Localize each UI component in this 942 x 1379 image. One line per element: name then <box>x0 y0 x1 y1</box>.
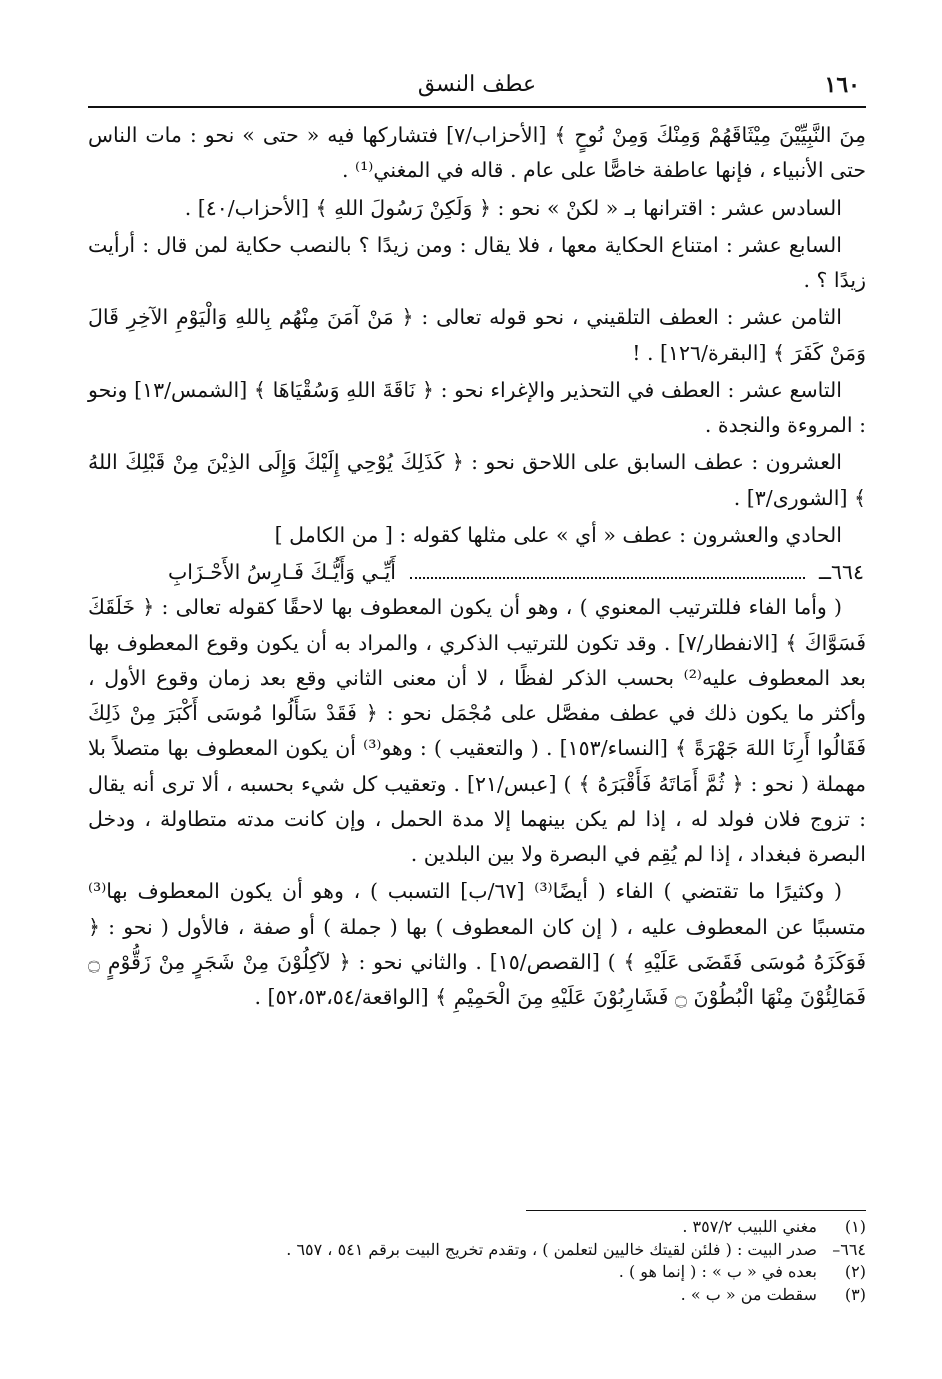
footnote-1 <box>88 1216 866 1239</box>
header-rule <box>88 106 866 108</box>
footnote-rule <box>526 1210 866 1211</box>
book-page <box>88 60 866 1340</box>
paragraph-1: مِنَ النَّبِيِّيْنَ مِيْثَاقَهُمْ وَمِنْكَ وَمِنْ نُوحٍ ﴾ [الأحزاب/٧] فتشاركها فيه « حتى » نحو : مات الناس حتى الأنبياء ، فإنها عاطفة خاصًّا على عام . قاله في المغني⁽¹⁾ . <box>88 123 866 183</box>
footnote-verse <box>88 1239 866 1262</box>
verse-number: ٦٦٤ــ <box>818 560 864 584</box>
footnote-number: (١) <box>844 1217 866 1236</box>
footnote-number: (٢) <box>844 1262 866 1282</box>
verse-dots <box>410 576 805 579</box>
paragraph-4: الثامن عشر : العطف التلقيني ، نحو قوله تعالى : ﴿ مَنْ آمَنَ مِنْهُم بِاللهِ وَالْيَوْمِ الآخِرِ قَالَ وَمَنْ كَفَرَ ﴾ [البقرة/١٢٦] . ! <box>88 305 866 365</box>
footnote-text: صدر البيت : ( فلئن لقيتك خاليين لتعلمن ) ، وتقدم تخريج البيت برقم ٥٤١ ، ٦٥٧ . <box>286 1239 817 1259</box>
footnotes <box>88 1216 866 1307</box>
paragraph-3: السابع عشر : امتناع الحكاية معها ، فلا يقال : ومن زيدًا ؟ بالنصب حكاية لمن قال : أرأيت زيدًا ؟ . <box>88 232 866 292</box>
footnote-text: بعده في « ب » : ( إنما هو ) . <box>618 1262 817 1282</box>
paragraph-7: الحادي والعشرون : عطف « أي » على مثلها كقوله : [ من الكامل ] <box>274 522 842 547</box>
paragraph-2: السادس عشر : اقترانها بـ « لكنْ » نحو : ﴿ وَلَكِنْ رَسُولَ اللهِ ﴾ [الأحزاب/٤٠] . <box>184 195 842 220</box>
paragraph-5: التاسع عشر : العطف في التحذير والإغراء نحو : ﴿ نَاقَةَ اللهِ وَسُقْيَاهَا ﴾ [الشمس/١٣] ونحو : المروءة والنجدة . <box>88 377 866 437</box>
running-title: عطف النسق <box>417 72 537 97</box>
main-text <box>88 118 866 1246</box>
page-header <box>88 70 866 104</box>
footnote-number: (٣) <box>844 1285 866 1305</box>
paragraph-6: العشرون : عطف السابق على اللاحق نحو : ﴿ كَذَلِكَ يُوْحِي إِلَيْكَ وَإِلَى الذِيْنَ مِنْ قَبْلِكَ اللهُ ﴾ [الشورى/٣] . <box>88 450 866 510</box>
footnote-number: ٦٦٤– <box>832 1239 866 1259</box>
footnote-2 <box>88 1261 866 1284</box>
paragraph-8: ( وأما الفاء فللترتيب المعنوي ) ، وهو أن يكون المعطوف بها لاحقًا كقوله تعالى : ﴿ خَلَقَكَ فَسَوَّاكَ ﴾ [الانفطار/٧] . وقد تكون للترتيب الذكري ، والمراد به أن يكون وقوع المعطوف بها بعد المعطوف عليه⁽²⁾ بحسب الذكر لفظًا ، لا أن معنى الثاني وقع بعد زمان وقوع الأول ، وأكثر ما يكون ذلك في عطف مفصَّل على مُجْمَل نحو : ﴿ فَقَدْ سَأَلُوا مُوسَى أَكْبَرَ مِنْ ذَلِكَ فَقَالُوا أَرِنَا اللهَ جَهْرَةً ﴾ [النساء/١٥٣] . ( والتعقيب ) : وهو⁽³⁾ أن يكون المعطوف بها متصلاً بلا مهملة ( نحو : ﴿ ثُمَّ أَمَاتَهُ فَأَقْبَرَهُ ﴾ ) [عبس/٢١] . وتعقيب كل شيء بحسبه ، ألا ترى أنه يقال : تزوج فلان فولد له ، إذا لم يكن بينهما إلا مدة الحمل ، وإن كانت مدته متطاولة ، ودخل البصرة فبغداد ، إذا لم يُقِم في البصرة ولا بين البلدين . <box>88 595 867 866</box>
verse-text: أَيِّـي وَأَيُّـكَ فَـارِسُ الأَحْـزَابِ <box>168 560 396 584</box>
footnote-text: سقطت من « ب » . <box>680 1285 817 1305</box>
footnote-text: مغني اللبيب ٣٥٧/٢ . <box>682 1217 817 1236</box>
poetry-verse <box>88 555 866 590</box>
paragraph-9: ( وكثيرًا ما تقتضي ) الفاء ( أيضًا⁽³⁾ [٦٧/ب] التسبب ) ، وهو أن يكون المعطوف بها⁽³⁾ متسببًا عن المعطوف عليه ، ( إن كان المعطوف ) بها ( جملة ) أو صفة ، فالأول ( نحو : ﴿ فَوَكَزَهُ مُوسَى فَقَضَى عَلَيْهِ ﴾ ) [القصص/١٥] . والثاني نحو : ﴿ لآكِلُوْنَ مِنْ شَجَرٍ مِنْ زَقُّوْمٍ ۝ فَمَالِئُوْنَ مِنْهَا الْبُطُوْنَ ۝ فَشَارِبُوْنَ عَلَيْهِ مِنَ الْحَمِيْمِ ﴾ [الواقعة/٥٢،٥٣،٥٤] . <box>88 879 866 1009</box>
footnote-3 <box>88 1284 866 1307</box>
page-number: ١٦٠ <box>824 72 860 98</box>
